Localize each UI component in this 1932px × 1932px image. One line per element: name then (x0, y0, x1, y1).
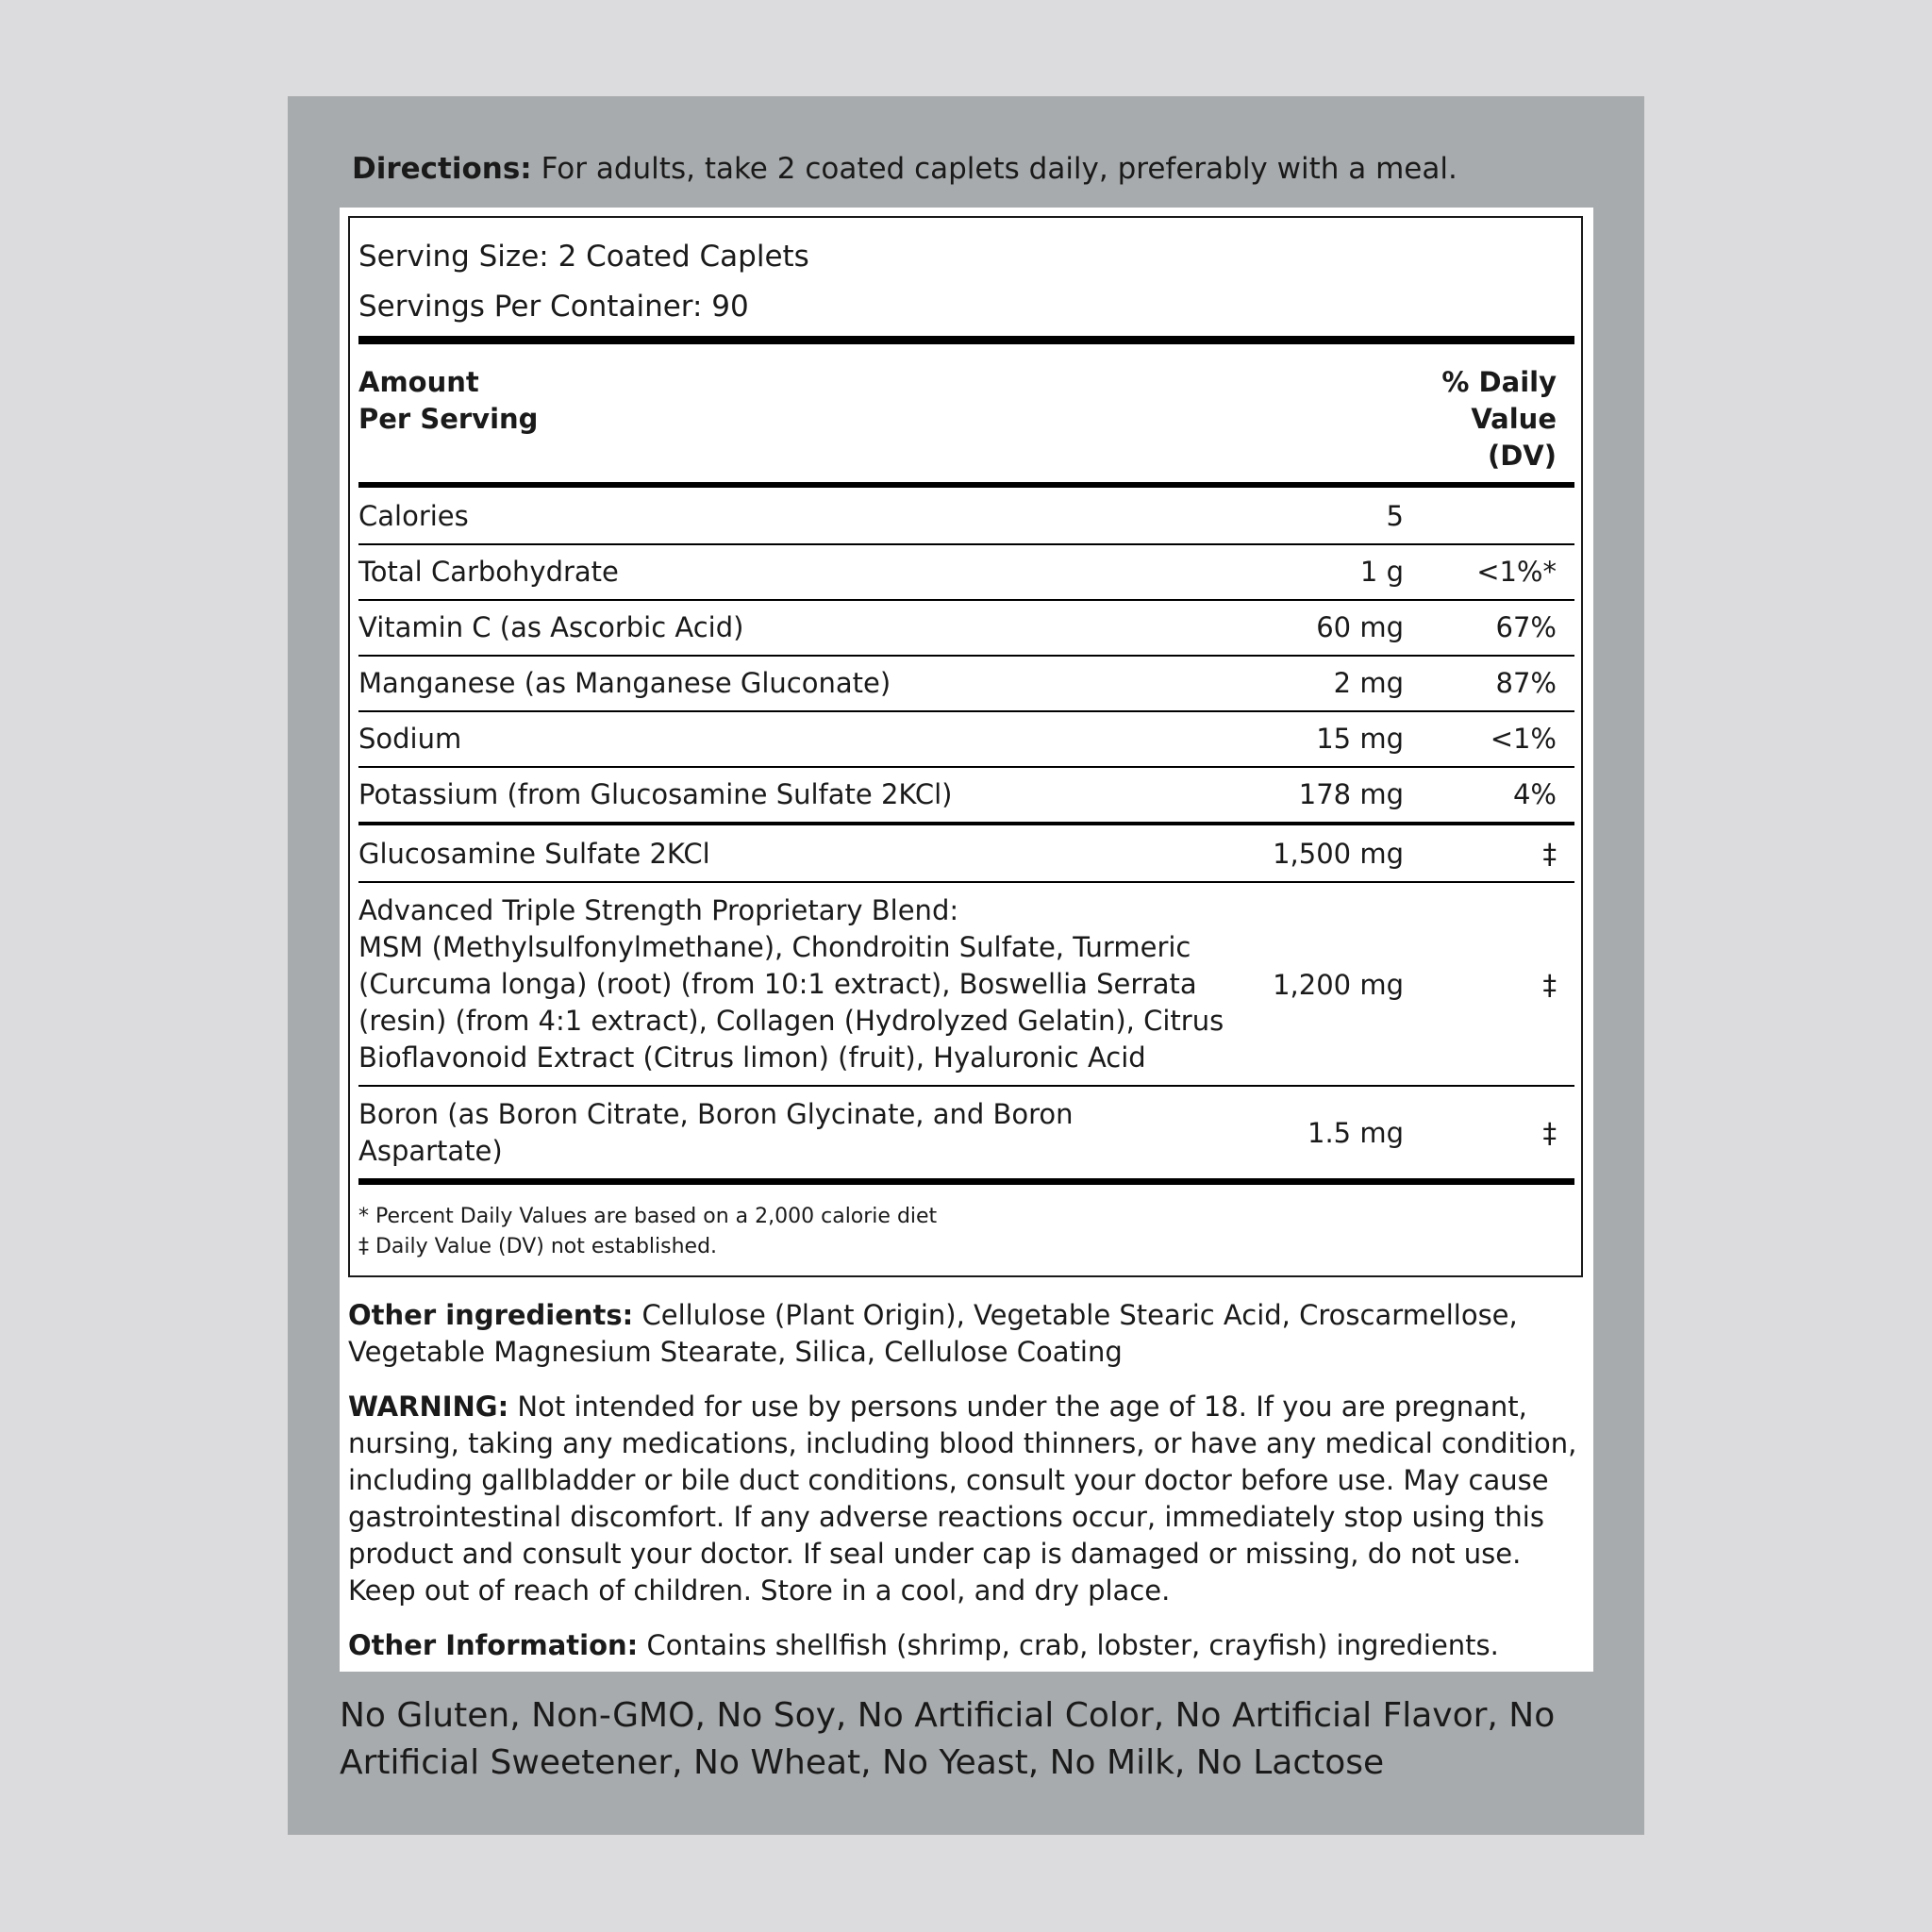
nutrient-amount: 178 mg (1298, 778, 1404, 810)
nutrient-daily-value: 87% (1495, 667, 1557, 699)
nutrient-daily-value: ‡ (1542, 1117, 1557, 1149)
nutrient-amount: 1.5 mg (1307, 1117, 1404, 1149)
bottom-thick-divider (358, 1178, 1574, 1185)
directions-text (352, 147, 1597, 191)
serving-size: Serving Size: 2 Coated Caplets (358, 240, 809, 274)
servings-per-container: Servings Per Container: 90 (358, 290, 749, 324)
footnote-percent-dv: * Percent Daily Values are based on a 2,000 calorie diet (358, 1205, 938, 1228)
header-amount-line1: Amount (358, 366, 479, 398)
nutrient-name: Potassium (from Glucosamine Sulfate 2KCl) (358, 778, 953, 810)
header-amount-line2: Per Serving (358, 403, 539, 435)
nutrient-daily-value: ‡ (1542, 969, 1557, 1001)
header-daily-value (1441, 364, 1557, 475)
warning-label: WARNING: (348, 1391, 509, 1423)
nutrient-amount: 5 (1386, 500, 1404, 532)
directions-label: Directions: (352, 152, 532, 186)
nutrient-daily-value: <1% (1490, 723, 1557, 755)
nutrient-amount: 15 mg (1316, 723, 1404, 755)
row-divider (358, 766, 1574, 768)
header-dv-line1: % Daily (1441, 366, 1557, 398)
blend-line: Advanced Triple Strength Proprietary Blend: (358, 894, 959, 926)
boron-line: Boron (as Boron Citrate, Boron Glycinate, and Boron (358, 1098, 1074, 1130)
row-divider (358, 543, 1574, 545)
nutrient-name: Calories (358, 500, 469, 532)
header-amount (358, 364, 538, 438)
row-divider (358, 1085, 1574, 1087)
warning-text: Not intended for use by persons under the age of 18. If you are pregnant, nursing, taking any medications, including blood thinners, or have any medical condition, including gallbladder or bile duct conditions, consult your doctor before use. May cause gastrointestinal discomfort. If any adverse reactions occur, immediately stop using this product and consult your doctor. If seal under cap is damaged or missing, do not use. Keep out of reach of children. Store in a cool, and dry place. (348, 1391, 1577, 1607)
nutrient-daily-value: ‡ (1542, 838, 1557, 870)
header-dv-line3: (DV) (1487, 440, 1557, 472)
other-information (348, 1627, 1586, 1664)
other-ingredients-label: Other ingredients: (348, 1299, 634, 1331)
row-divider (358, 655, 1574, 657)
nutrient-amount: 2 mg (1333, 667, 1404, 699)
free-from-claims: No Gluten, Non-GMO, No Soy, No Artificial Color, No Artificial Flavor, No Artificial Sweetener, No Wheat, No Yeast, No Milk, No Lactose (340, 1696, 1556, 1782)
header-divider (358, 482, 1574, 488)
nutrient-daily-value: 4% (1512, 778, 1557, 810)
nutrient-amount: 1,500 mg (1273, 838, 1404, 870)
directions-body: For adults, take 2 coated caplets daily, preferably with a meal. (531, 152, 1457, 186)
thick-divider (358, 336, 1574, 344)
footnote-dv-not-established: ‡ Daily Value (DV) not established. (358, 1235, 718, 1258)
nutrient-amount: 1,200 mg (1273, 969, 1404, 1001)
boron-name (358, 1096, 1074, 1170)
row-divider (358, 710, 1574, 712)
other-ingredients-text: Cellulose (Plant Origin), Vegetable Stearic Acid, Croscarmellose, Vegetable Magnesium Stearate, Silica, Cellulose Coating (348, 1299, 1518, 1368)
nutrient-amount: 1 g (1359, 556, 1404, 588)
header-dv-line2: Value (1471, 403, 1557, 435)
blend-line: MSM (Methylsulfonylmethane), Chondroitin Sulfate, Turmeric (358, 931, 1191, 963)
other-information-text: Contains shellfish (shrimp, crab, lobster, crayfish) ingredients. (638, 1629, 1499, 1661)
blend-line: Bioflavonoid Extract (Citrus limon) (fruit), Hyaluronic Acid (358, 1041, 1146, 1074)
proprietary-blend-name (358, 892, 1224, 1076)
warning (348, 1389, 1586, 1609)
row-divider (358, 881, 1574, 883)
row-divider (358, 599, 1574, 601)
nutrient-name: Manganese (as Manganese Gluconate) (358, 667, 891, 699)
section-divider (358, 822, 1574, 825)
other-information-label: Other Information: (348, 1629, 639, 1661)
nutrient-daily-value: <1%* (1476, 556, 1557, 588)
nutrient-name: Sodium (358, 723, 462, 755)
blend-line: (resin) (from 4:1 extract), Collagen (Hydrolyzed Gelatin), Citrus (358, 1005, 1224, 1037)
nutrient-name: Vitamin C (as Ascorbic Acid) (358, 611, 744, 643)
nutrient-name: Total Carbohydrate (358, 556, 619, 588)
blend-line: (Curcuma longa) (root) (from 10:1 extract), Boswellia Serrata (358, 968, 1197, 1000)
nutrient-amount: 60 mg (1316, 611, 1404, 643)
other-ingredients (348, 1297, 1586, 1371)
nutrient-daily-value: 67% (1495, 611, 1557, 643)
boron-line: Aspartate) (358, 1135, 503, 1167)
nutrient-name: Glucosamine Sulfate 2KCl (358, 838, 710, 870)
